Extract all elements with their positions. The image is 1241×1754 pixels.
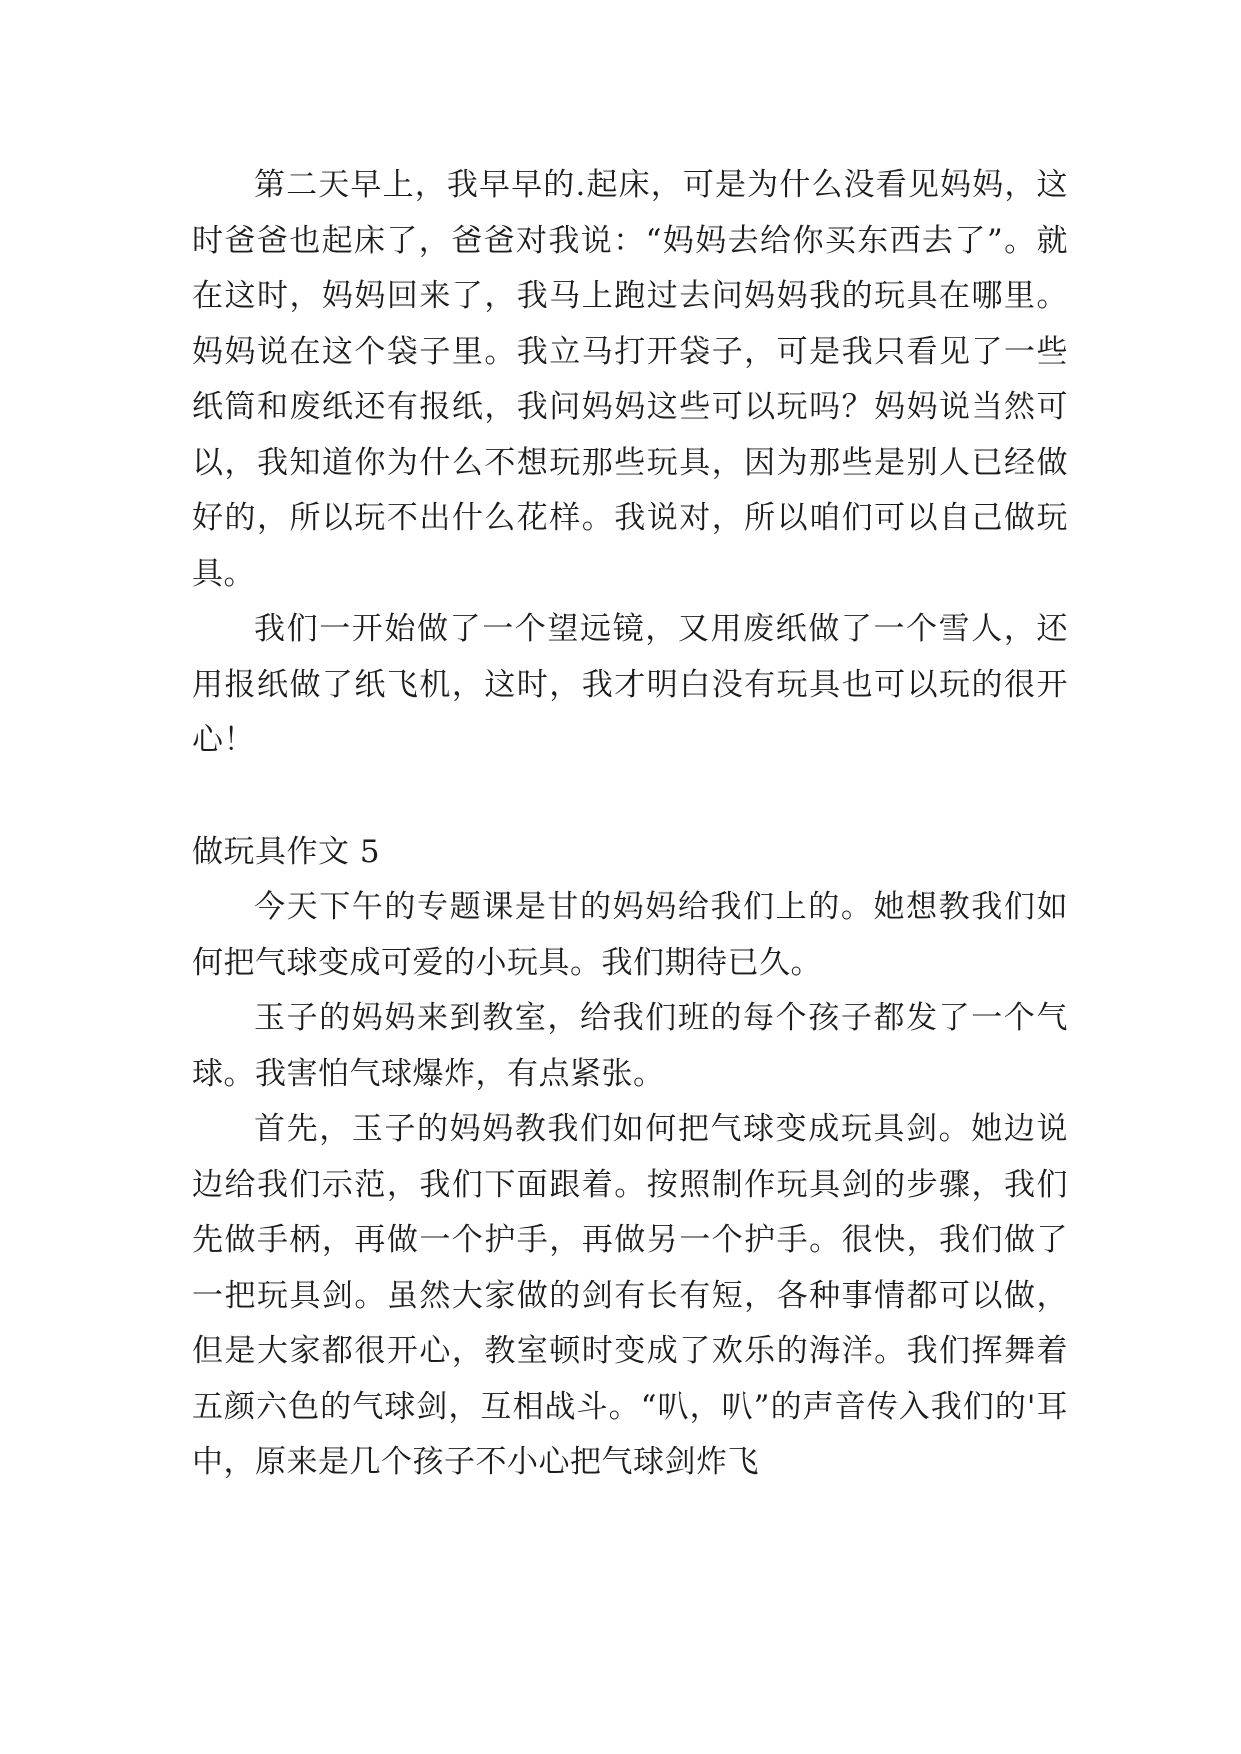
document-body: [192, 158, 1068, 1491]
paragraph-balloon-sword: 首先，玉子的妈妈教我们如何把气球变成玩具剑。她边说边给我们示范，我们下面跟着。按照制作玩具剑的步骤，我们先做手柄，再做一个护手，再做另一个护手。很快，我们做了一把玩具剑。虽然大家做的剑有长有短，各种事情都可以做，但是大家都很开心，教室顿时变成了欢乐的海洋。我们挥舞着五颜六色的气球剑，互相战斗。“叭，叭”的声音传入我们的'耳中，原来是几个孩子不小心把气球剑炸飞: [192, 1111, 1068, 1480]
section-spacer: [192, 769, 1068, 825]
paragraph-special-class: 今天下午的专题课是甘的妈妈给我们上的。她想教我们如何把气球变成可爱的小玩具。我们期待已久。: [192, 889, 1068, 981]
essay-title: 做玩具作文 5: [192, 833, 381, 870]
paragraph-made-toys: 我们一开始做了一个望远镜，又用废纸做了一个雪人，还用报纸做了纸飞机，这时，我才明白没有玩具也可以玩的很开心！: [192, 611, 1068, 758]
paragraph-morning-toys: 第二天早上，我早早的.起床，可是为什么没看见妈妈，这时爸爸也起床了，爸爸对我说：“妈妈去给你买东西去了”。就在这时，妈妈回来了，我马上跑过去问妈妈我的玩具在哪里。妈妈说在这个袋子里。我立马打开袋子，可是我只看见了一些纸筒和废纸还有报纸，我问妈妈这些可以玩吗？妈妈说当然可以，我知道你为什么不想玩那些玩具，因为那些是别人已经做好的，所以玩不出什么花样。我说对，所以咱们可以自己做玩具。: [192, 167, 1068, 592]
paragraph-balloons-handed-out: 玉子的妈妈来到教室，给我们班的每个孩子都发了一个气球。我害怕气球爆炸，有点紧张。: [192, 1000, 1068, 1092]
